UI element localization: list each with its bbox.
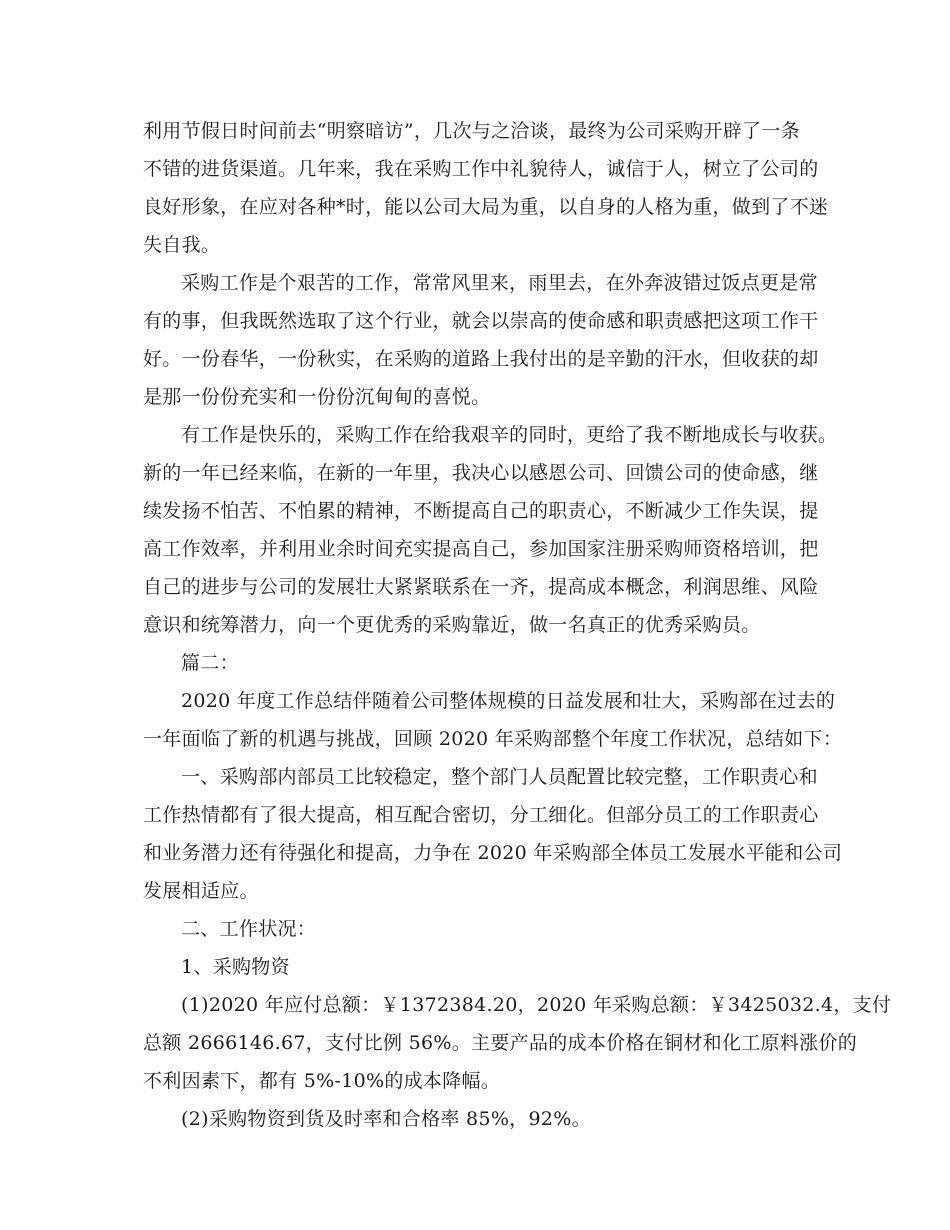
text-line-21: 发展相适应。 xyxy=(143,880,259,902)
text-line-5: 采购工作是个艰苦的工作，常常风里来，雨里去，在外奔波错过饭点更是常 xyxy=(181,272,818,294)
text-line-17: 一年面临了新的机遇与挑战，回顾 2020 年采购部整个年度工作状况，总结如下： xyxy=(143,728,843,750)
text-line-18: 一、采购部内部员工比较稳定，整个部门人员配置比较完整，工作职责心和 xyxy=(181,766,818,788)
text-line-8: 是那一份份充实和一份份沉甸甸的喜悦。 xyxy=(143,386,491,408)
subheading-purchased-materials: 1、采购物资 xyxy=(181,956,290,978)
text-line-11: 续发扬不怕苦、不怕累的精神，不断提高自己的职责心，不断减少工作失误，提 xyxy=(143,500,819,522)
text-line-10: 新的一年已经来临，在新的一年里，我决心以感恩公司、回馈公司的使命感，继 xyxy=(143,462,819,484)
text-line-3: 良好形象，在应对各种*时，能以公司大局为重，以自身的人格为重，做到了不迷 xyxy=(143,196,829,218)
text-line-25: 总额 2666146.67，支付比例 56%。主要产品的成本价格在铜材和化工原料涨价的 xyxy=(143,1032,858,1054)
text-line-27: (2)采购物资到货及时率和合格率 85%，92%。 xyxy=(181,1108,591,1130)
text-line-4: 失自我。 xyxy=(143,234,221,256)
text-line-1: 利用节假日时间前去“明察暗访”，几次与之洽谈，最终为公司采购开辟了一条 xyxy=(143,120,800,142)
text-line-24: (1)2020 年应付总额：￥1372384.20，2020 年采购总额：￥3425032.4，支付 xyxy=(181,994,892,1016)
subheading-work-status: 二、工作状况： xyxy=(181,918,317,940)
text-line-2: 不错的进货渠道。几年来，我在采购工作中礼貌待人，诚信于人，树立了公司的 xyxy=(143,158,819,180)
text-line-14: 意识和统筹潜力，向一个更优秀的采购靠近，做一名真正的优秀采购员。 xyxy=(143,614,761,636)
text-line-26: 不利因素下，都有 5%-10%的成本降幅。 xyxy=(143,1070,501,1092)
text-line-13: 自己的进步与公司的发展壮大紧紧联系在一齐，提高成本概念，利润思维、风险 xyxy=(143,576,819,598)
text-line-19: 工作热情都有了很大提高，相互配合密切，分工细化。但部分员工的工作职责心 xyxy=(143,804,819,826)
text-line-6: 有的事，但我既然选取了这个行业，就会以崇高的使命感和职责感把这项工作干 xyxy=(143,310,819,332)
text-line-20: 和业务潜力还有待强化和提高，力争在 2020 年采购部全体员工发展水平能和公司 xyxy=(143,842,843,864)
section-heading-2: 篇二： xyxy=(181,652,239,674)
text-line-9: 有工作是快乐的，采购工作在给我艰辛的同时，更给了我不断地成长与收获。 xyxy=(181,424,838,446)
text-line-7: 好。一份春华，一份秋实，在采购的道路上我付出的是辛勤的汗水，但收获的却 xyxy=(143,348,819,370)
text-line-12: 高工作效率，并利用业余时间充实提高自己，参加国家注册采购师资格培训，把 xyxy=(143,538,819,560)
text-line-16: 2020 年度工作总结伴随着公司整体规模的日益发展和壮大，采购部在过去的 xyxy=(181,690,836,712)
